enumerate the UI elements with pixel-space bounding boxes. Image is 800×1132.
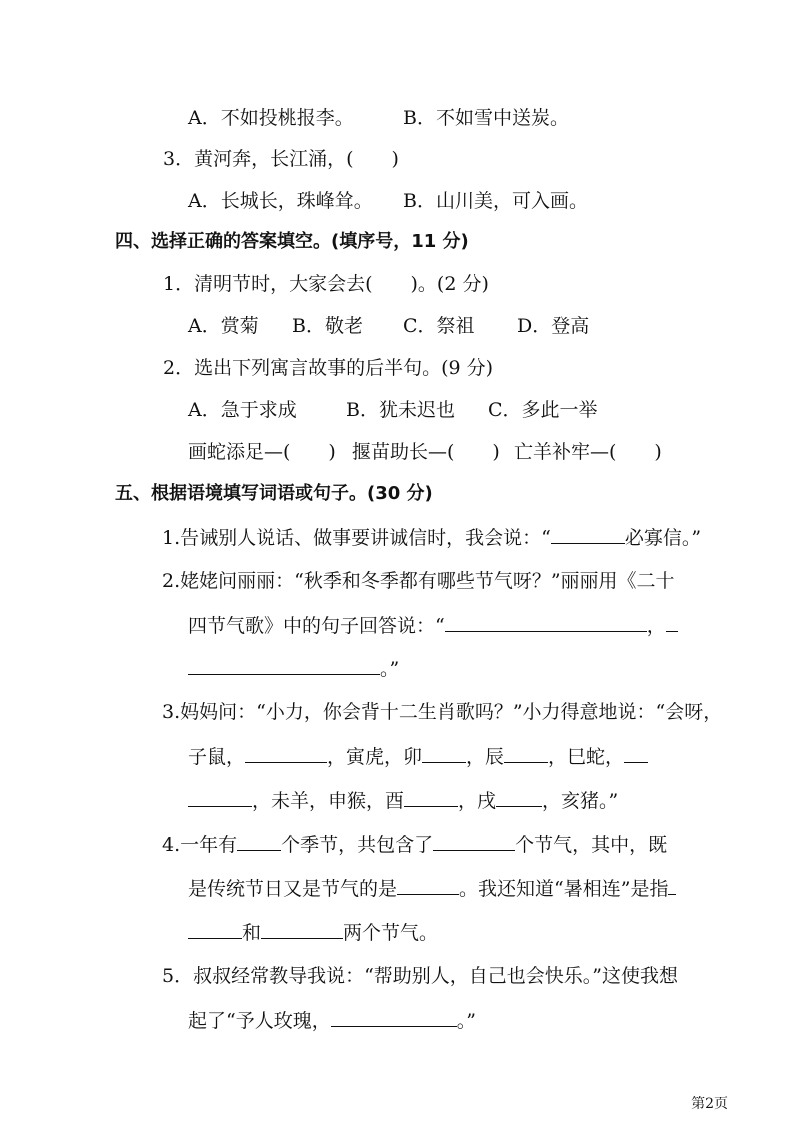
page-number: 第2页 [691, 1096, 728, 1112]
s5-q3-chen: ，辰 [466, 746, 505, 768]
s5-q5-line2 [188, 1008, 476, 1033]
s5-q3-blank-mao[interactable] [422, 744, 466, 763]
s5-q4-t3: 个节气，其中，既 [515, 834, 668, 856]
s5-q3-line2 [188, 744, 648, 769]
s4-q2-stem: 2．选出下列寓言故事的后半句。(9 分) [163, 357, 494, 379]
s5-q4-t7: 两个节气。 [343, 922, 439, 944]
s4-q2-pair-2[interactable]: 揠苗助长—( ) [352, 441, 500, 463]
s5-q2-prefix: 四节气歌》中的句子回答说：“ [188, 615, 445, 637]
s5-q4-t2: 个季节，共包含了 [281, 834, 434, 856]
s5-q1-prefix: 1.告诫别人说话、做事要讲诚信时，我会说：“ [162, 527, 551, 549]
s5-q5-blank[interactable] [331, 1008, 457, 1027]
s5-q3-xu: ，戌 [458, 790, 497, 812]
s4-q2-option-c: C．多此一举 [488, 399, 598, 421]
s5-q3-blank-chen[interactable] [504, 744, 548, 763]
section5-heading: 五、根据语境填写词语或句子。(30 分) [115, 483, 433, 504]
s4-q2-option-b: B．犹未迟也 [346, 399, 455, 421]
q3-stem: 3．黄河奔，长江涌，( ) [163, 148, 399, 170]
s4-q1-option-a: A．赏菊 [188, 315, 259, 337]
s5-q3-blank-wu-b[interactable] [188, 788, 252, 807]
s5-q3-hai: ，亥猪。” [542, 790, 619, 812]
s5-q4-t4: 是传统节日又是节气的是 [188, 878, 398, 900]
s5-q4-blank-festival[interactable] [397, 876, 459, 895]
s5-q5-end: 。” [456, 1010, 476, 1032]
s5-q1-suffix: 必寡信。” [624, 527, 702, 549]
s5-q1-blank[interactable] [551, 525, 625, 544]
s5-q3-weiyang: ，未羊，申猴，酉 [252, 790, 405, 812]
s5-q5-line1: 5．叔叔经常教导我说：“帮助别人，自己也会快乐。”这使我想 [162, 965, 679, 987]
s5-q4-t5: 。我还知道“暑相连”是指 [459, 878, 669, 900]
q2-option-b: B．不如雪中送炭。 [403, 107, 569, 129]
s5-q3-blank-ji[interactable] [404, 788, 458, 807]
s5-q3-zishu: 子鼠， [188, 746, 246, 768]
s5-q3-blank-wu-a[interactable] [624, 744, 648, 763]
s4-q1-stem: 1．清明节时，大家会去( )。(2 分) [163, 273, 489, 295]
s5-q2-blank-1[interactable] [445, 613, 647, 632]
s4-q2-pair-3[interactable]: 亡羊补牢—( ) [514, 441, 662, 463]
s5-q4-blank-seasons[interactable] [237, 832, 281, 851]
s5-q2-line2 [188, 613, 678, 638]
s5-q4-line2 [188, 876, 676, 901]
s5-q3-si: ，巳蛇， [548, 746, 625, 768]
s5-q2-blank-2a[interactable] [666, 613, 678, 632]
s5-q4-blank-shu-a[interactable] [668, 876, 676, 895]
s5-q3-line3 [188, 788, 618, 813]
q3-option-a: A．长城长，珠峰耸。 [188, 190, 373, 212]
s5-q3-blank-chou[interactable] [245, 744, 327, 763]
s4-q1-option-c: C．祭祖 [403, 315, 475, 337]
q2-option-a: A．不如投桃报李。 [188, 107, 354, 129]
s5-q5-prefix: 起了“予人玫瑰， [188, 1010, 331, 1032]
s5-q3-line1: 3.妈妈问：“小力，你会背十二生肖歌吗？”小力得意地说：“会呀， [162, 701, 723, 723]
s5-q4-blank-shu-b[interactable] [188, 920, 242, 939]
s5-q4-blank-terms[interactable] [433, 832, 515, 851]
s5-q2-blank-2b[interactable] [188, 656, 380, 675]
s5-q4-t6: 和 [242, 922, 262, 944]
s5-q2-line1: 2.姥姥问丽丽：“秋季和冬季都有哪些节气呀？”丽丽用《二十 [162, 570, 675, 592]
s5-q1 [162, 525, 701, 550]
s5-q4-line3 [188, 920, 438, 945]
s5-q4-blank-shu-c[interactable] [261, 920, 343, 939]
s5-q2-line3 [188, 656, 399, 681]
s5-q4-line1 [162, 832, 667, 857]
s4-q2-option-a: A．急于求成 [188, 399, 297, 421]
s5-q3-yinhu: ，寅虎，卯 [327, 746, 423, 768]
s4-q1-option-b: B．敬老 [292, 315, 363, 337]
s4-q1-option-d: D．登高 [517, 315, 590, 337]
s5-q2-end: 。” [380, 658, 400, 680]
section4-heading: 四、选择正确的答案填空。(填序号，11 分) [115, 231, 469, 252]
s5-q2-comma: ， [646, 615, 666, 637]
s4-q2-pair-1[interactable]: 画蛇添足—( ) [188, 441, 336, 463]
q3-option-b: B．山川美，可入画。 [403, 190, 588, 212]
s5-q4-t1: 4.一年有 [162, 834, 238, 856]
s5-q3-blank-gou[interactable] [496, 788, 542, 807]
